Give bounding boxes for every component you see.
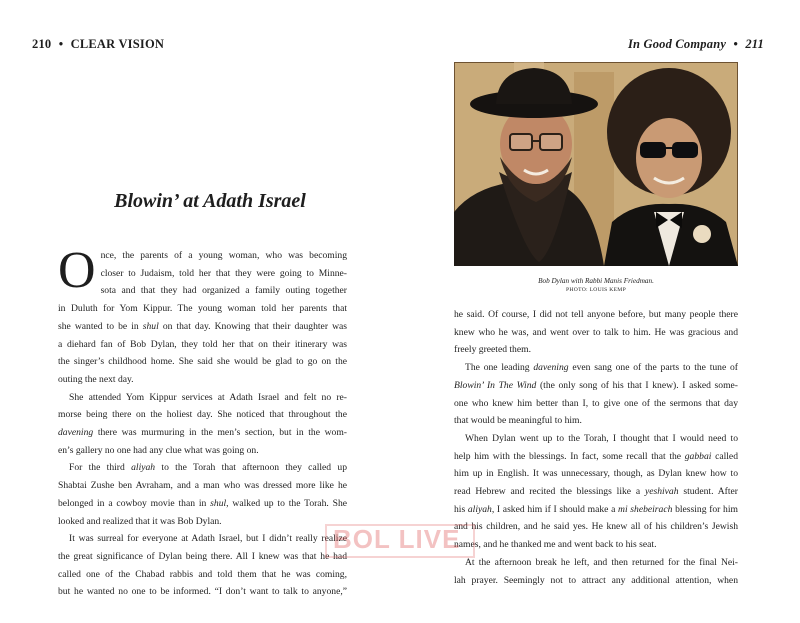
text-line: in Duluth for Yom Kippur. The young woman told her parents that (58, 303, 347, 315)
text-line: For the third aliyah to the Torah that afternoon they called up (69, 462, 347, 474)
text-line: The one leading davening even sang one of the parts to the tune of (465, 362, 739, 374)
text-line: but he wanted no one to be informed. “I don’t want to talk to anyone,” (58, 586, 347, 598)
rabbi-glasses (510, 134, 532, 150)
text-line: a diehard fan of Bob Dylan, they told her that on their itinerary was (58, 338, 347, 350)
text-line: she wanted to be in shul on that day. Knowing that their daughter was (58, 320, 347, 332)
right-page-number: 211 (745, 37, 764, 51)
photo-caption: Bob Dylan with Rabbi Manis Friedman. (538, 277, 654, 285)
text-line: knew who he was, and went over to talk to him. He was gracious and (454, 326, 738, 338)
text-line: he said. Of course, I did not tell anyone before, but many people there (454, 309, 738, 320)
text-line: davening there was murmuring in the men’s section, but in the wom- (58, 427, 347, 439)
text-line: sota and that they had organized a family outing together (100, 285, 347, 297)
text-line: nce, the parents of a young woman, who was becoming (100, 250, 347, 261)
text-line: and his children, and he said yes. He knew all of his children’s Jewish (454, 521, 738, 533)
left-body-text (58, 242, 347, 601)
right-header-separator: • (733, 37, 738, 51)
text-line: looked and realized that it was Bob Dylan. (58, 515, 222, 527)
photo (454, 62, 738, 266)
right-running-header (628, 37, 764, 52)
text-line: his aliyah, I asked him if I should make a mi shebeirach blessing for him (454, 503, 738, 515)
text-line: She attended Yom Kippur services at Adath Israel and felt no re- (69, 391, 347, 403)
watermark (325, 524, 475, 554)
dylan-sunglasses (640, 142, 666, 158)
right-body-text (454, 306, 738, 589)
photo-credit: PHOTO: LOUIS KEMP (565, 287, 626, 293)
text-line: It was surreal for everyone at Adath Israel, but I didn’t really realize (69, 533, 347, 545)
left-header-separator: • (58, 37, 64, 51)
text-line: one who knew him better than I, to give one of the sermons that day (454, 397, 738, 409)
chapter-title: Blowin’ at Adath Israel (114, 190, 306, 212)
left-page-number: 210 (32, 37, 52, 51)
text-line: help him with the blessings. In fact, some recall that the gabbai called (454, 450, 738, 462)
text-line: en’s gallery no one had any clue what was going on. (58, 444, 259, 456)
text-line: At the afternoon break he left, and then returned for the final Nei- (465, 556, 738, 568)
text-line: morse being there on the holiest day. She noticed that throughout the (58, 409, 347, 421)
text-line: lah prayer. Seemingly not to attract any additional attention, when (454, 574, 738, 586)
text-line: Shabtai Zushe ben Avraham, and a man who was dressed more like he (58, 480, 347, 492)
left-running-header (32, 37, 164, 52)
text-line: freely greeted them. (454, 344, 531, 356)
dylan-boutonniere (693, 225, 711, 243)
text-line: him up in English. It was unnecessary, though, as Dylan knew how to (454, 468, 738, 480)
text-line: read Hebrew and recited the blessings like a yeshivah student. After (454, 486, 738, 498)
text-line: the singer’s childhood home. She said she would be glad to go on the (58, 356, 347, 368)
text-line: Blowin’ In The Wind (the only song of his that I knew). I asked some- (454, 379, 738, 391)
photo-illustration (454, 62, 738, 266)
left-header-title: CLEAR VISION (70, 37, 165, 51)
text-line: called one of the Chabad rabbis and told them that he was coming, (58, 568, 347, 580)
text-line: names, and he thanked me and went back to his seat. (454, 539, 657, 551)
text-line: the great significance of Dylan being there. All I knew was that he had (58, 550, 347, 562)
drop-cap: O (58, 242, 96, 299)
text-line: When Dylan went up to the Torah, I thought that I would need to (465, 432, 738, 444)
text-line: closer to Judaism, told her that they were going to Minne- (100, 267, 347, 279)
text-line: outing the next day. (58, 373, 134, 385)
watermark-text: BOL LIVE (333, 524, 461, 554)
right-header-title: In Good Company (627, 37, 727, 51)
text-line: belonged in a cowboy movie than in shul, walked up to the Torah. She (58, 497, 347, 509)
text-line: that would be meaningful to him. (454, 415, 582, 427)
